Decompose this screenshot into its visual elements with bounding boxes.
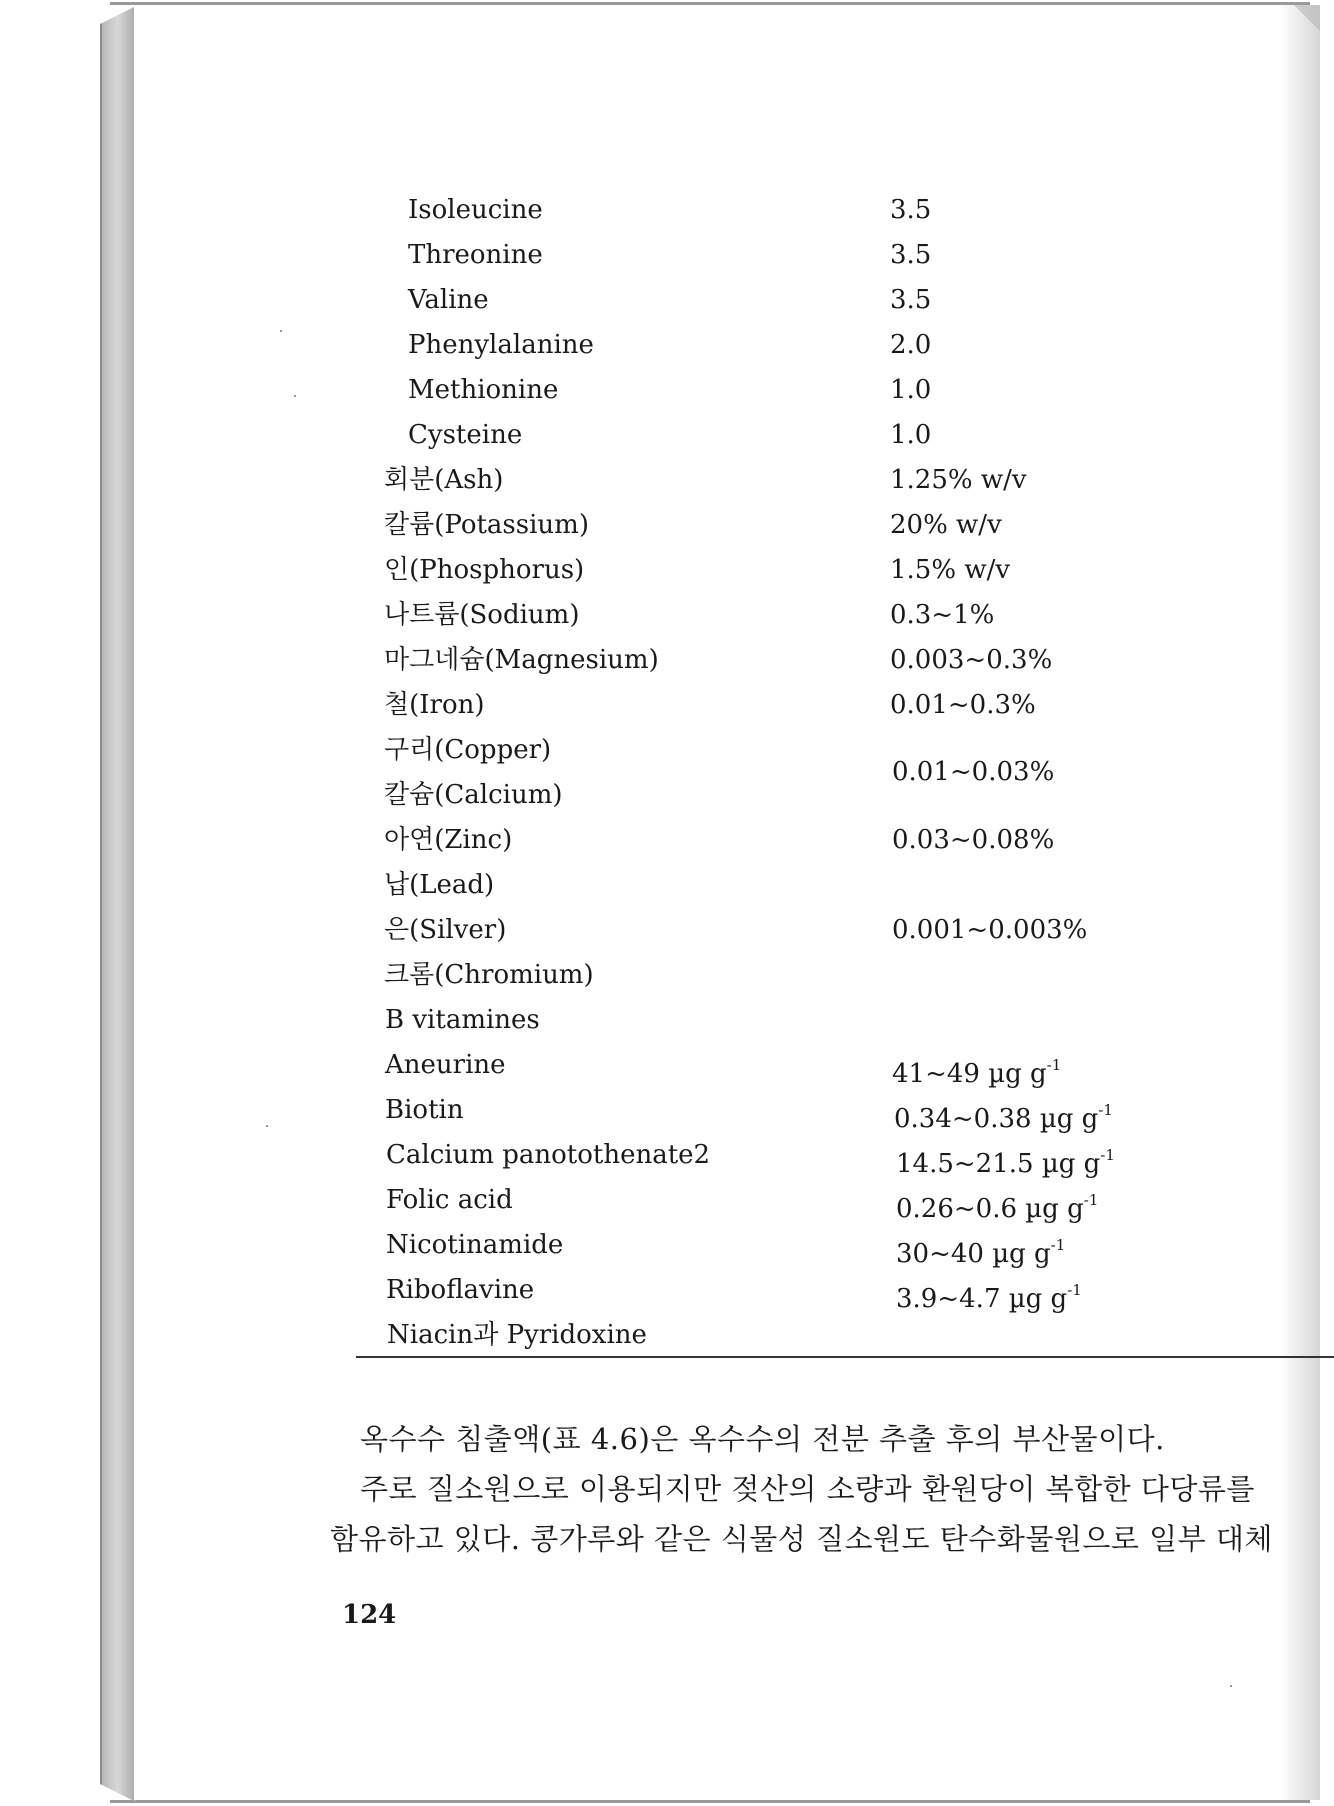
- table-row: [134, 1180, 1320, 1224]
- row-name: 은(Silver): [384, 915, 507, 945]
- row-value: 0.01~0.3%: [890, 690, 1036, 720]
- table-row: [134, 280, 1320, 320]
- row-name: Biotin: [385, 1095, 464, 1125]
- table-row: [134, 460, 1320, 500]
- row-name: Threonine: [408, 240, 543, 270]
- table-row: [134, 1270, 1320, 1314]
- row-value: 1.0: [890, 420, 932, 450]
- table-row: [134, 910, 1320, 950]
- row-name: Aneurine: [385, 1050, 506, 1080]
- table-row: [134, 235, 1320, 275]
- row-value: 1.25% w/v: [890, 465, 1027, 495]
- row-name: 아연(Zinc): [384, 825, 513, 855]
- row-value: 0.003~0.3%: [890, 645, 1053, 675]
- row-name: 납(Lead): [384, 870, 495, 900]
- row-value: 0.03~0.08%: [892, 825, 1055, 855]
- row-name: Riboflavine: [386, 1275, 535, 1305]
- table-row: [134, 325, 1320, 365]
- table-row: [134, 190, 1320, 230]
- row-name: B vitamines: [385, 1005, 540, 1035]
- row-name: 회분(Ash): [384, 465, 504, 495]
- superscript: -1: [1100, 1146, 1115, 1164]
- row-value: 0.01~0.03%: [892, 757, 1055, 787]
- row-value: 14.5~21.5 µg $g^{-1}$: [896, 1146, 1115, 1179]
- table-row: [134, 685, 1320, 725]
- row-value: 0.26~0.6 µg $g^{-1}$: [896, 1191, 1099, 1224]
- table-row: [134, 415, 1320, 455]
- row-name: 나트륨(Sodium): [384, 600, 580, 630]
- table-row: [134, 1315, 1320, 1355]
- row-value: 0.34~0.38 µg $g^{-1}$: [894, 1101, 1113, 1134]
- table-row: [134, 1090, 1320, 1134]
- paragraph-line: 옥수수 침출액(표 4.6)은 옥수수의 전분 추출 후의 부산물이다.: [360, 1422, 1165, 1456]
- superscript: -1: [1067, 1281, 1082, 1299]
- row-value: 41~49 µg $g^{-1}$: [892, 1056, 1062, 1089]
- row-name: Cysteine: [408, 420, 523, 450]
- table-row: [134, 1045, 1320, 1089]
- scan-speck: [280, 330, 282, 332]
- row-value: 20% w/v: [890, 510, 1002, 540]
- row-value: 3.9~4.7 µg $g^{-1}$: [896, 1281, 1082, 1314]
- table-row: [134, 595, 1320, 635]
- book-spine: [100, 6, 136, 1802]
- superscript: -1: [1046, 1056, 1062, 1074]
- row-value: 1.5% w/v: [890, 555, 1011, 585]
- paragraph-line: 주로 질소원으로 이용되지만 젖산의 소량과 환원당이 복합한 다당류를: [360, 1472, 1255, 1506]
- row-name: Calcium panotothenate2: [386, 1140, 711, 1170]
- row-value: 1.0: [890, 375, 932, 405]
- row-name: Isoleucine: [408, 195, 543, 225]
- superscript: -1: [1098, 1101, 1113, 1119]
- table-row: [134, 370, 1320, 410]
- table-row: [134, 820, 1320, 860]
- row-name: Valine: [408, 285, 489, 315]
- book-page: [134, 5, 1320, 1800]
- table-bottom-rule: [356, 1356, 1334, 1358]
- row-name: 인(Phosphorus): [384, 555, 585, 585]
- table-row: [134, 640, 1320, 680]
- table-row: [134, 1000, 1320, 1040]
- book-bottom-edge: [110, 1800, 1310, 1803]
- paragraph-line: 함유하고 있다. 콩가루와 같은 식물성 질소원도 탄수화물원으로 일부 대체: [330, 1522, 1273, 1556]
- table-row: [134, 865, 1320, 905]
- row-name: 크롬(Chromium): [384, 960, 594, 990]
- superscript: -1: [1083, 1191, 1099, 1209]
- row-name: Nicotinamide: [386, 1230, 564, 1260]
- table-row: [134, 955, 1320, 995]
- row-value: 0.001~0.003%: [892, 915, 1088, 945]
- table-row: [134, 505, 1320, 545]
- row-name: 구리(Copper): [384, 735, 552, 765]
- row-name: 마그네슘(Magnesium): [384, 645, 659, 675]
- row-value: 0.3~1%: [890, 600, 995, 630]
- row-value: 3.5: [890, 285, 932, 315]
- table-row: [134, 550, 1320, 590]
- superscript: -1: [1050, 1236, 1066, 1254]
- scan-speck: [1230, 1685, 1232, 1687]
- row-value: 3.5: [890, 195, 932, 225]
- row-name: 철(Iron): [384, 690, 485, 720]
- row-value: 3.5: [890, 240, 932, 270]
- row-value: 2.0: [890, 330, 932, 360]
- table-row: [134, 1135, 1320, 1179]
- row-value: 30~40 µg $g^{-1}$: [896, 1236, 1066, 1269]
- row-name: Niacin과 Pyridoxine: [387, 1320, 647, 1350]
- table-row: [134, 1225, 1320, 1269]
- row-name: Folic acid: [386, 1185, 513, 1215]
- row-name: 칼륨(Potassium): [384, 510, 589, 540]
- scan-speck: [294, 395, 296, 397]
- scan-speck: [266, 1125, 268, 1127]
- row-name: Methionine: [408, 375, 559, 405]
- row-name: Phenylalanine: [408, 330, 594, 360]
- page-number: 124: [342, 1600, 397, 1630]
- table-row: [134, 775, 1320, 815]
- row-name: 칼슘(Calcium): [384, 780, 563, 810]
